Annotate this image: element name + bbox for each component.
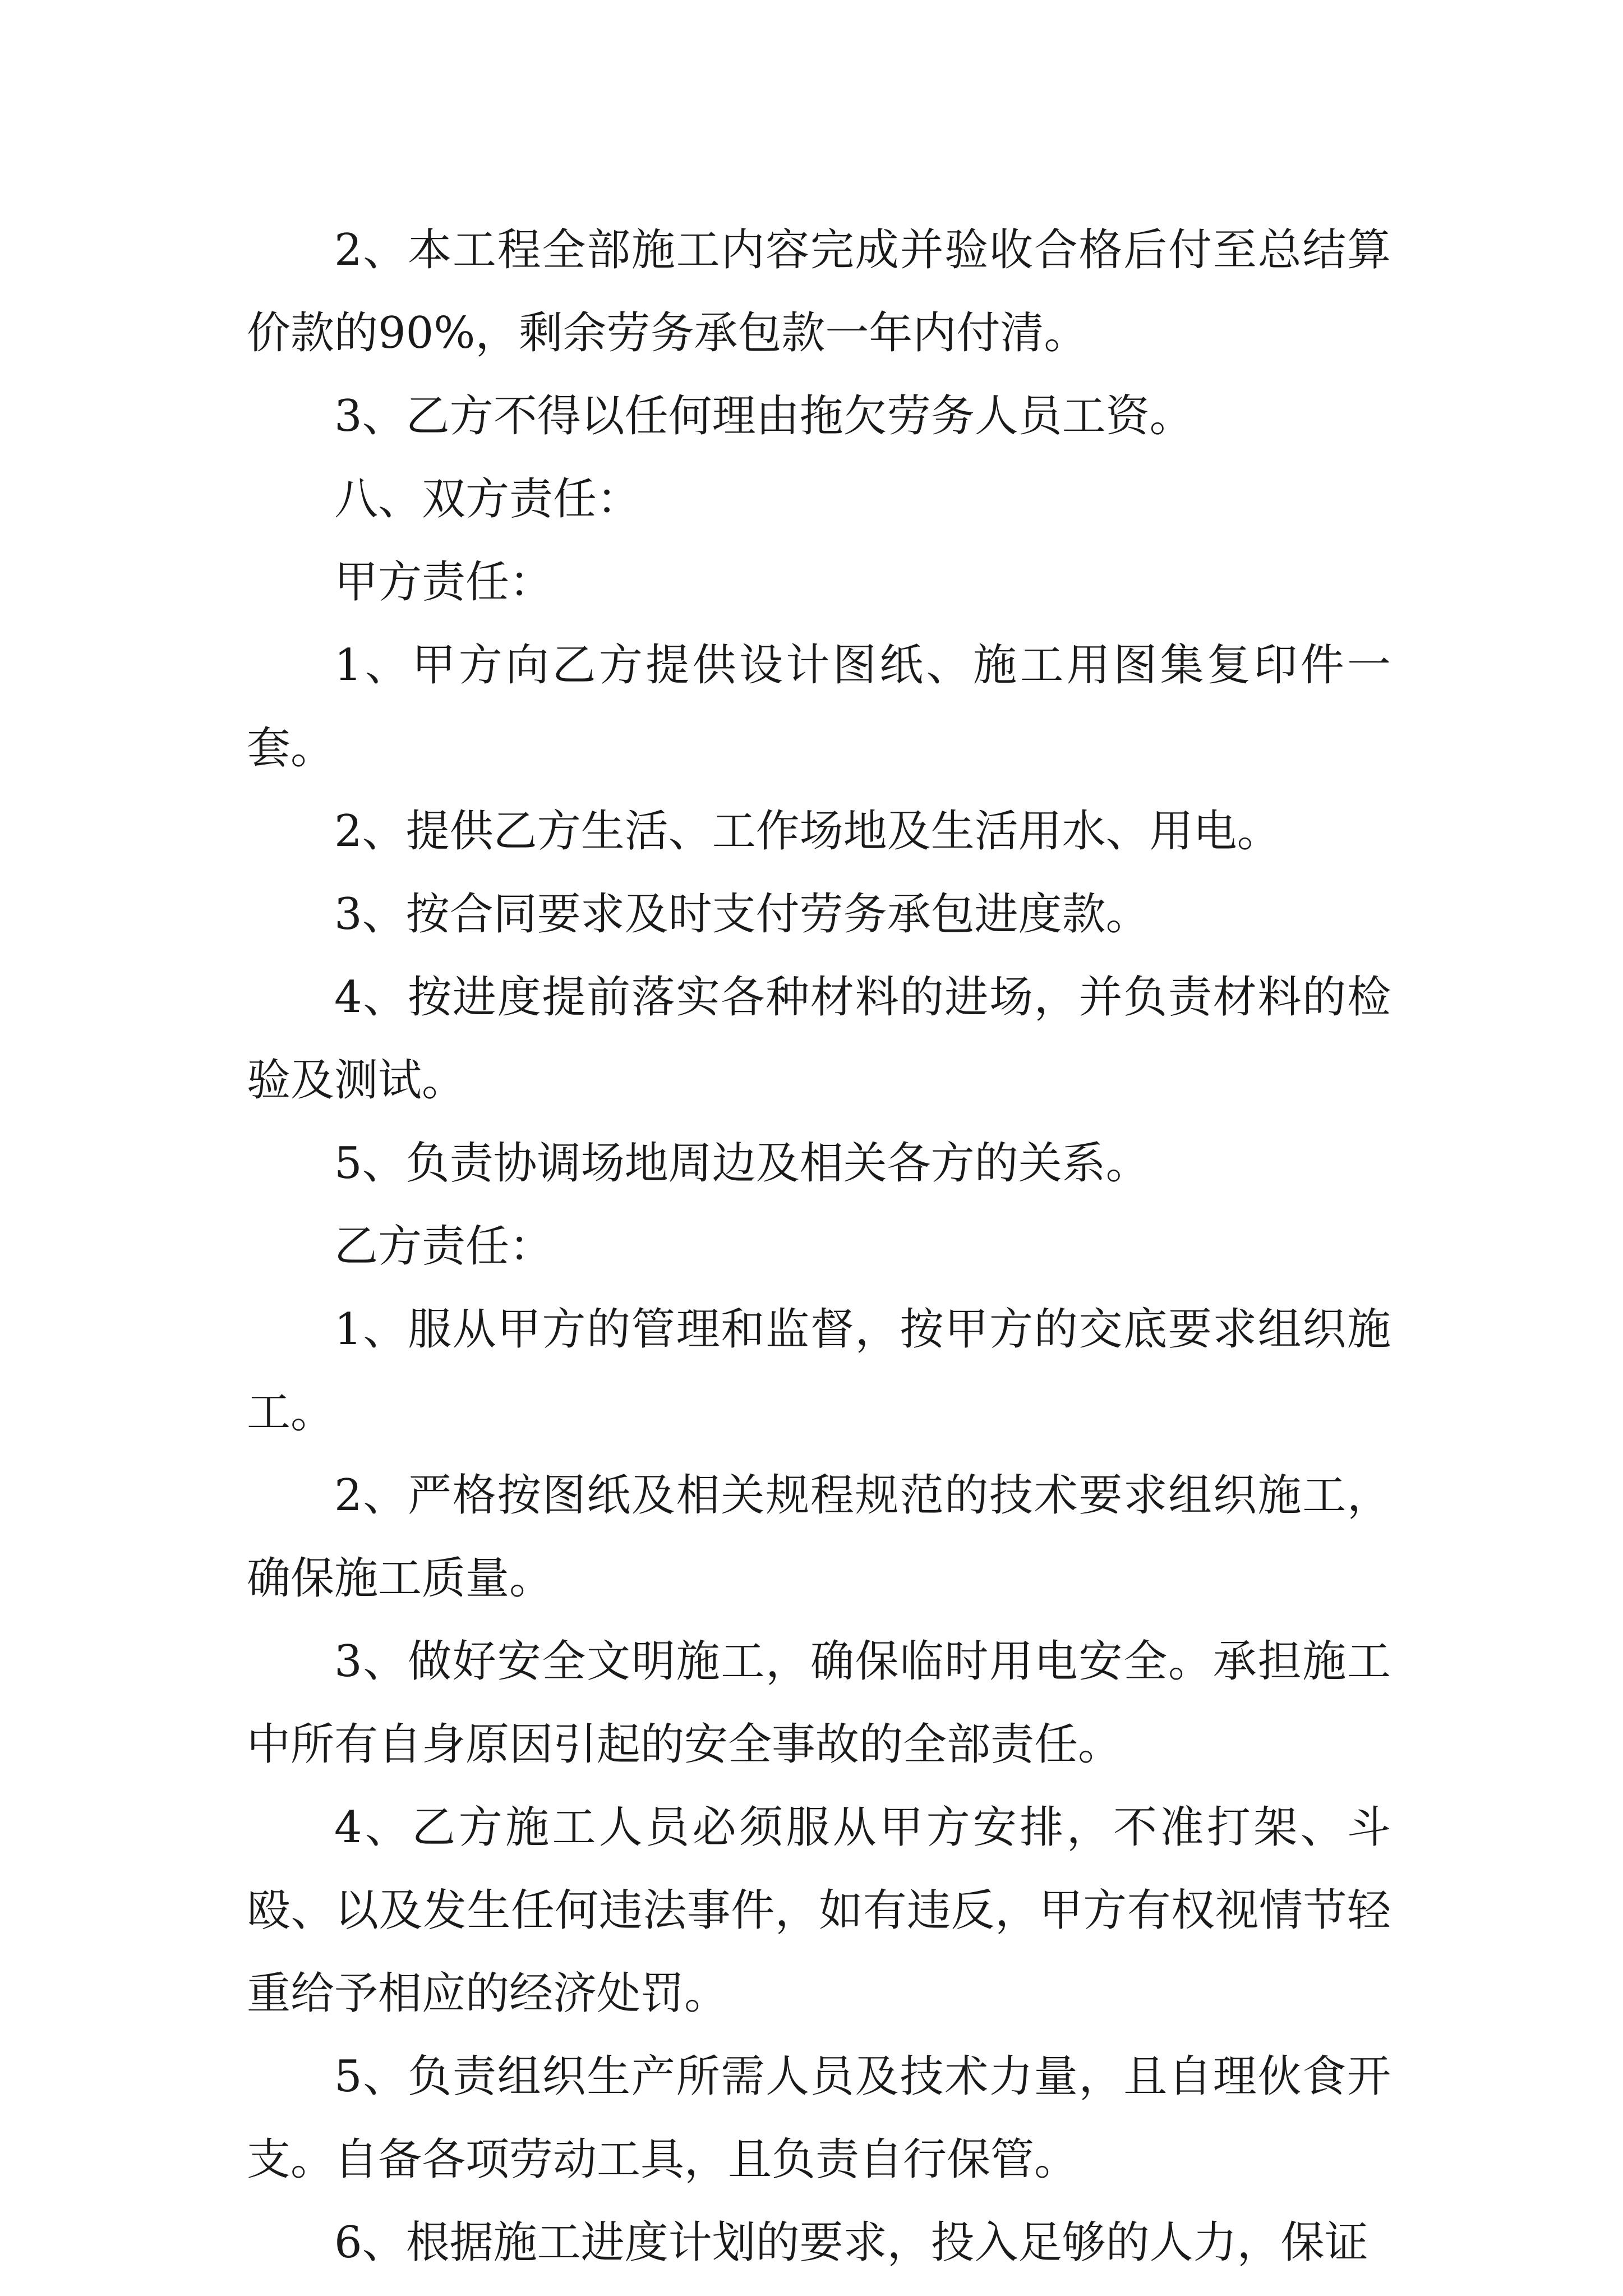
subheading-party-b: 乙方责任：: [334, 1221, 554, 1272]
paragraph-payment-final: 2、本工程全部施工内容完成并验收合格后付至总结算价款的90%，剩余劳务承包款一年内付清。: [247, 225, 1391, 358]
party-b-item-5: 5、负责组织生产所需人员及技术力量，且自理伙食开支。自备各项劳动工具，且负责自行保管。: [247, 2051, 1391, 2185]
paragraph-wages: 3、乙方不得以任何理由拖欠劳务人员工资。: [334, 391, 1193, 441]
party-b-item-3: 3、做好安全文明施工，确保临时用电安全。承担施工中所有自身原因引起的安全事故的全部责任。: [247, 1636, 1391, 1770]
party-b-item-1: 1、服从甲方的管理和监督，按甲方的交底要求组织施工。: [247, 1304, 1391, 1438]
party-a-item-4: 4、按进度提前落实各种材料的进场，并负责材料的检验及测试。: [247, 972, 1391, 1106]
party-a-item-1: 1、甲方向乙方提供设计图纸、施工用图集复印件一套。: [247, 640, 1391, 774]
party-a-item-5: 5、负责协调场地周边及相关各方的关系。: [334, 1138, 1150, 1189]
subheading-party-a: 甲方责任：: [334, 557, 554, 608]
section-heading-responsibilities: 八、双方责任：: [334, 474, 641, 524]
party-a-item-2: 2、提供乙方生活、工作场地及生活用水、用电。: [334, 806, 1281, 857]
party-b-item-2: 2、严格按图纸及相关规程规范的技术要求组织施工，确保施工质量。: [247, 1470, 1391, 1604]
party-b-item-6: 6、根据施工进度计划的要求，投入足够的人力，保证: [334, 2217, 1368, 2268]
party-b-item-4: 4、乙方施工人员必须服从甲方安排，不准打架、斗殴、以及发生任何违法事件，如有违反，甲方有权视情节轻重给予相应的经济处罚。: [247, 1802, 1391, 2019]
party-a-item-3: 3、按合同要求及时支付劳务承包进度款。: [334, 889, 1150, 940]
document-body: [247, 209, 1391, 2284]
